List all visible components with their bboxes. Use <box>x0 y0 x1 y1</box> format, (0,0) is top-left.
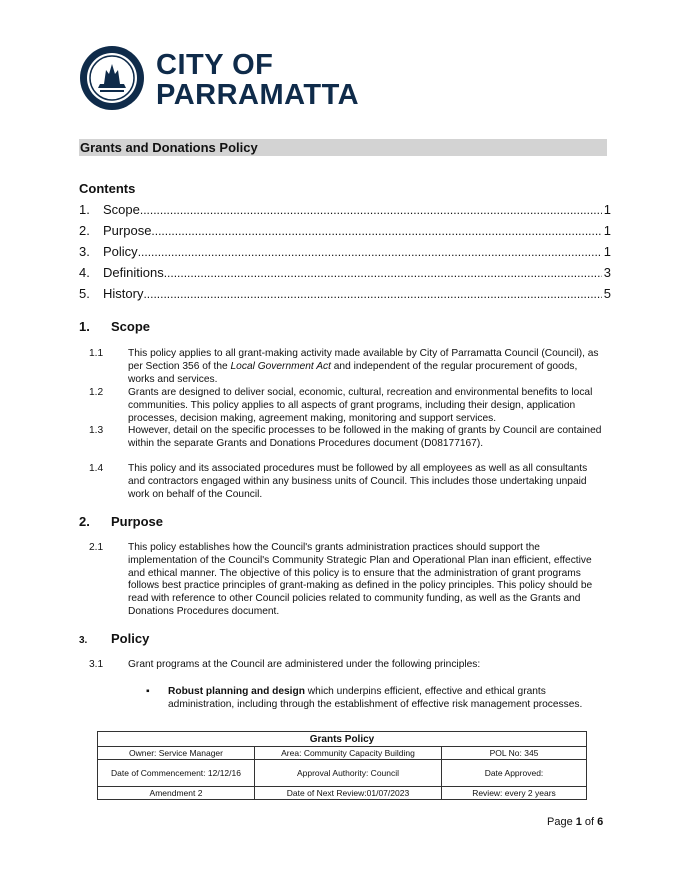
section-heading-policy <box>79 631 149 646</box>
clause-1-4 <box>89 463 604 501</box>
clause-text-italic: Local Government Act <box>230 360 331 372</box>
current-page: 1 <box>575 816 582 828</box>
section-title: Policy <box>111 631 150 646</box>
toc-leader-dots <box>151 224 601 238</box>
bullet-text <box>168 686 596 712</box>
section-heading-scope <box>79 319 150 334</box>
total-pages: 6 <box>597 816 604 828</box>
city-seal-icon <box>78 44 146 112</box>
clause-number: 2.1 <box>89 542 104 553</box>
toc-item-title: Policy <box>103 244 138 259</box>
clause-text: This policy establishes how the Council's grants administration practices should support the implementation of the Council's Community Strategic Plan and Operational Plan inan efficient, effective and ethical manner. The objective of this policy is to ensure that the administration of grant programs follows best practice principles of grant-making as defined in the policy principles. This policy should be read with reference to other Council policies related to community funding, as well as the Grants and Donations Procedures document. <box>128 542 593 617</box>
table-cell: Owner: Service Manager <box>98 747 255 760</box>
clause-text: Grant programs at the Council are administered under the following principles: <box>128 659 481 670</box>
logo-line-1: CITY OF <box>156 49 274 81</box>
table-cell: POL No: 345 <box>442 747 587 760</box>
toc-item-definitions[interactable] <box>79 265 611 286</box>
page-number <box>547 816 603 828</box>
clause-number: 1.2 <box>89 387 104 398</box>
toc-item-title: Purpose <box>103 223 152 238</box>
clause-number: 1.1 <box>89 348 104 359</box>
table-cell: Date of Next Review:01/07/2023 <box>255 787 442 800</box>
toc-item-page: 5 <box>603 286 611 301</box>
toc-leader-dots <box>138 245 602 259</box>
table-row <box>98 747 587 760</box>
toc-item-number: 3. <box>79 244 90 259</box>
table-row <box>98 787 587 800</box>
bullet-square-icon: ▪ <box>146 686 150 697</box>
table-cell: Approval Authority: Council <box>255 760 442 787</box>
toc-item-number: 5. <box>79 286 90 301</box>
clause-2-1 <box>89 542 604 619</box>
clause-number: 3.1 <box>89 659 104 670</box>
toc-item-policy[interactable] <box>79 244 611 265</box>
table-cell: Area: Community Capacity Building <box>255 747 442 760</box>
table-cell: Date Approved: <box>442 760 587 787</box>
contents-heading: Contents <box>79 181 136 196</box>
toc-item-purpose[interactable] <box>79 223 611 244</box>
table-row <box>98 760 587 787</box>
clause-1-3 <box>89 425 604 451</box>
table-cell: Date of Commencement: 12/12/16 <box>98 760 255 787</box>
toc-item-number: 2. <box>79 223 90 238</box>
table-of-contents <box>79 202 611 307</box>
policy-bullet-1 <box>146 686 596 712</box>
clause-3-1 <box>89 659 604 672</box>
toc-item-scope[interactable] <box>79 202 611 223</box>
toc-item-history[interactable] <box>79 286 611 307</box>
clause-1-2 <box>89 387 604 425</box>
document-title: Grants and Donations Policy <box>79 139 607 156</box>
toc-item-page: 1 <box>603 223 611 238</box>
table-cell: Review: every 2 years <box>442 787 587 800</box>
toc-item-page: 3 <box>603 265 611 280</box>
page-prefix: Page <box>547 816 576 828</box>
toc-item-title: Scope <box>103 202 140 217</box>
clause-text: However, detail on the specific processes to be followed in the making of grants by Council are contained within the separate Grants and Donations Procedures document (D08177167). <box>128 425 602 449</box>
clause-text-part: This policy applies to all grant-making activity made available by City of Parramatta Council (Council), as per Section 356 of the <box>128 348 599 372</box>
toc-item-title: Definitions <box>103 265 164 280</box>
bullet-bold-text: Robust planning and design <box>168 686 305 697</box>
toc-item-page: 1 <box>603 244 611 259</box>
section-title: Purpose <box>111 514 164 529</box>
clause-1-1 <box>89 348 604 386</box>
toc-leader-dots <box>140 203 602 217</box>
policy-info-table <box>97 731 587 800</box>
toc-leader-dots <box>164 266 602 280</box>
toc-item-title: History <box>103 286 144 301</box>
table-title: Grants Policy <box>98 732 587 747</box>
clause-number: 1.3 <box>89 425 104 436</box>
city-logo <box>78 44 368 114</box>
logo-line-2: PARRAMATTA <box>156 79 360 111</box>
bullet-body-text: which underpins efficient, effective and ethical grants administration, including through the establishment of effective risk management processes. <box>168 686 583 710</box>
clause-text: This policy and its associated procedures must be followed by all employees as well as all consultants and contractors engaged within any business units of Council. This includes those undertaking unpaid work on behalf of the Council. <box>128 463 588 500</box>
table-cell: Amendment 2 <box>98 787 255 800</box>
section-number: 2. <box>79 514 90 529</box>
section-heading-purpose <box>79 514 163 529</box>
table-header-row <box>98 732 587 747</box>
toc-item-number: 4. <box>79 265 90 280</box>
toc-leader-dots <box>143 287 601 301</box>
section-title: Scope <box>111 319 151 334</box>
clause-text-part: and independent of the regular procurement of goods, works and services. <box>128 360 578 385</box>
toc-item-page: 1 <box>603 202 611 217</box>
clause-number: 1.4 <box>89 463 104 474</box>
section-number: 1. <box>79 319 90 334</box>
clause-text <box>128 348 604 386</box>
section-number: 3. <box>79 635 88 646</box>
page-of: of <box>581 816 598 828</box>
toc-item-number: 1. <box>79 202 90 217</box>
clause-text: Grants are designed to deliver social, economic, cultural, recreation and environmental benefits to local communities. This policy applies to all aspects of grant programs, including their design, application processes, decision making, agreement making, monitoring and support services. <box>128 387 593 424</box>
